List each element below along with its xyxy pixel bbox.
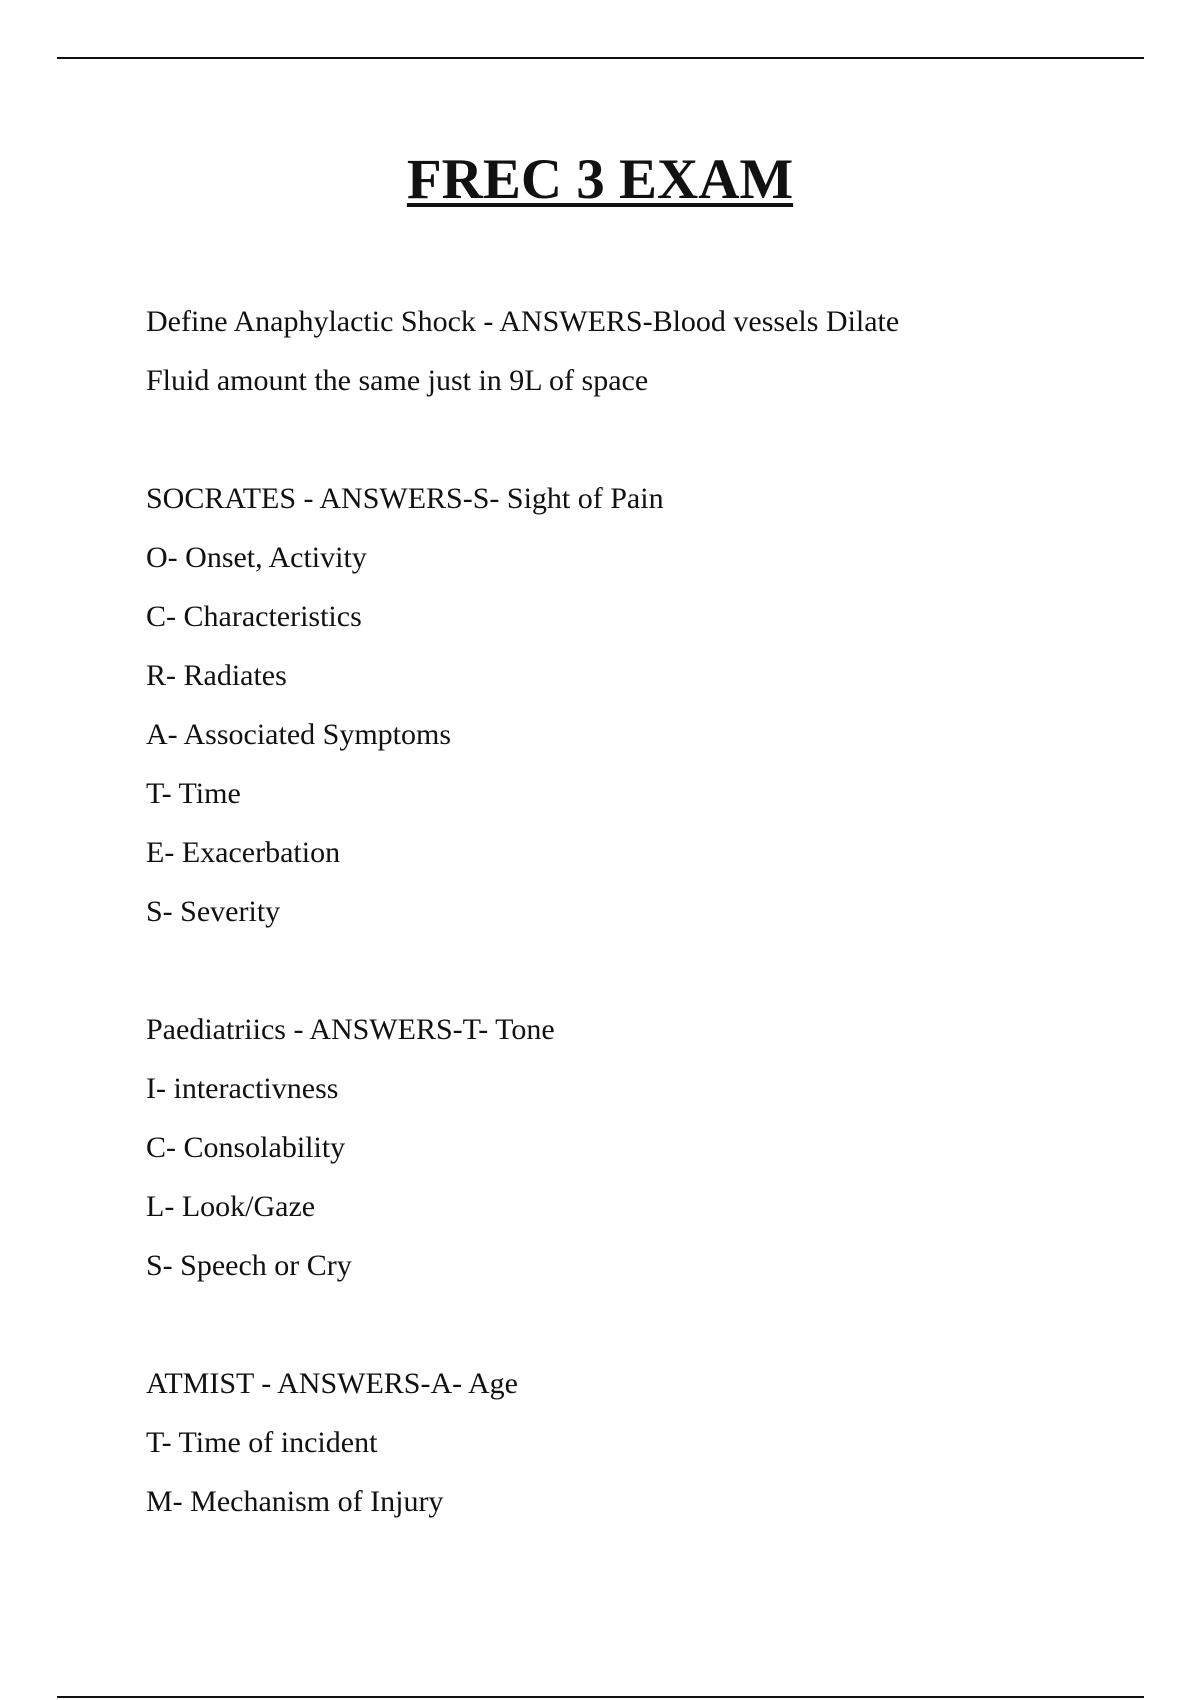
qa-line: T- Time xyxy=(146,777,241,810)
qa-section-anaphylactic-shock xyxy=(146,292,1146,410)
page-title xyxy=(0,148,1200,212)
qa-line: SOCRATES - ANSWERS-S- Sight of Pain xyxy=(146,482,664,515)
qa-line: T- Time of incident xyxy=(146,1426,378,1459)
page-title-text: FREC 3 EXAM xyxy=(406,148,794,211)
qa-line: R- Radiates xyxy=(146,659,287,692)
section-gap xyxy=(146,941,1146,1000)
qa-line: S- Speech or Cry xyxy=(146,1249,352,1282)
qa-line: O- Onset, Activity xyxy=(146,541,367,574)
qa-section-socrates xyxy=(146,469,1146,941)
qa-line: M- Mechanism of Injury xyxy=(146,1485,444,1518)
qa-line: I- interactivness xyxy=(146,1072,339,1105)
qa-line: Fluid amount the same just in 9L of space xyxy=(146,364,649,397)
qa-line: C- Characteristics xyxy=(146,600,362,633)
qa-line: C- Consolability xyxy=(146,1131,346,1164)
qa-line: S- Severity xyxy=(146,895,281,928)
qa-line: A- Associated Symptoms xyxy=(146,718,451,751)
document-body xyxy=(146,292,1146,1531)
section-gap xyxy=(146,1295,1146,1354)
footer-rule xyxy=(57,1696,1144,1698)
qa-section-paediatrics xyxy=(146,1000,1146,1295)
qa-line: Paediatriics - ANSWERS-T- Tone xyxy=(146,1013,555,1046)
header-rule xyxy=(57,57,1144,59)
qa-line: E- Exacerbation xyxy=(146,836,341,869)
qa-line: L- Look/Gaze xyxy=(146,1190,316,1223)
section-gap xyxy=(146,410,1146,469)
qa-section-atmist xyxy=(146,1354,1146,1531)
qa-line: ATMIST - ANSWERS-A- Age xyxy=(146,1367,518,1400)
qa-line: Define Anaphylactic Shock - ANSWERS-Blood vessels Dilate xyxy=(146,305,900,338)
